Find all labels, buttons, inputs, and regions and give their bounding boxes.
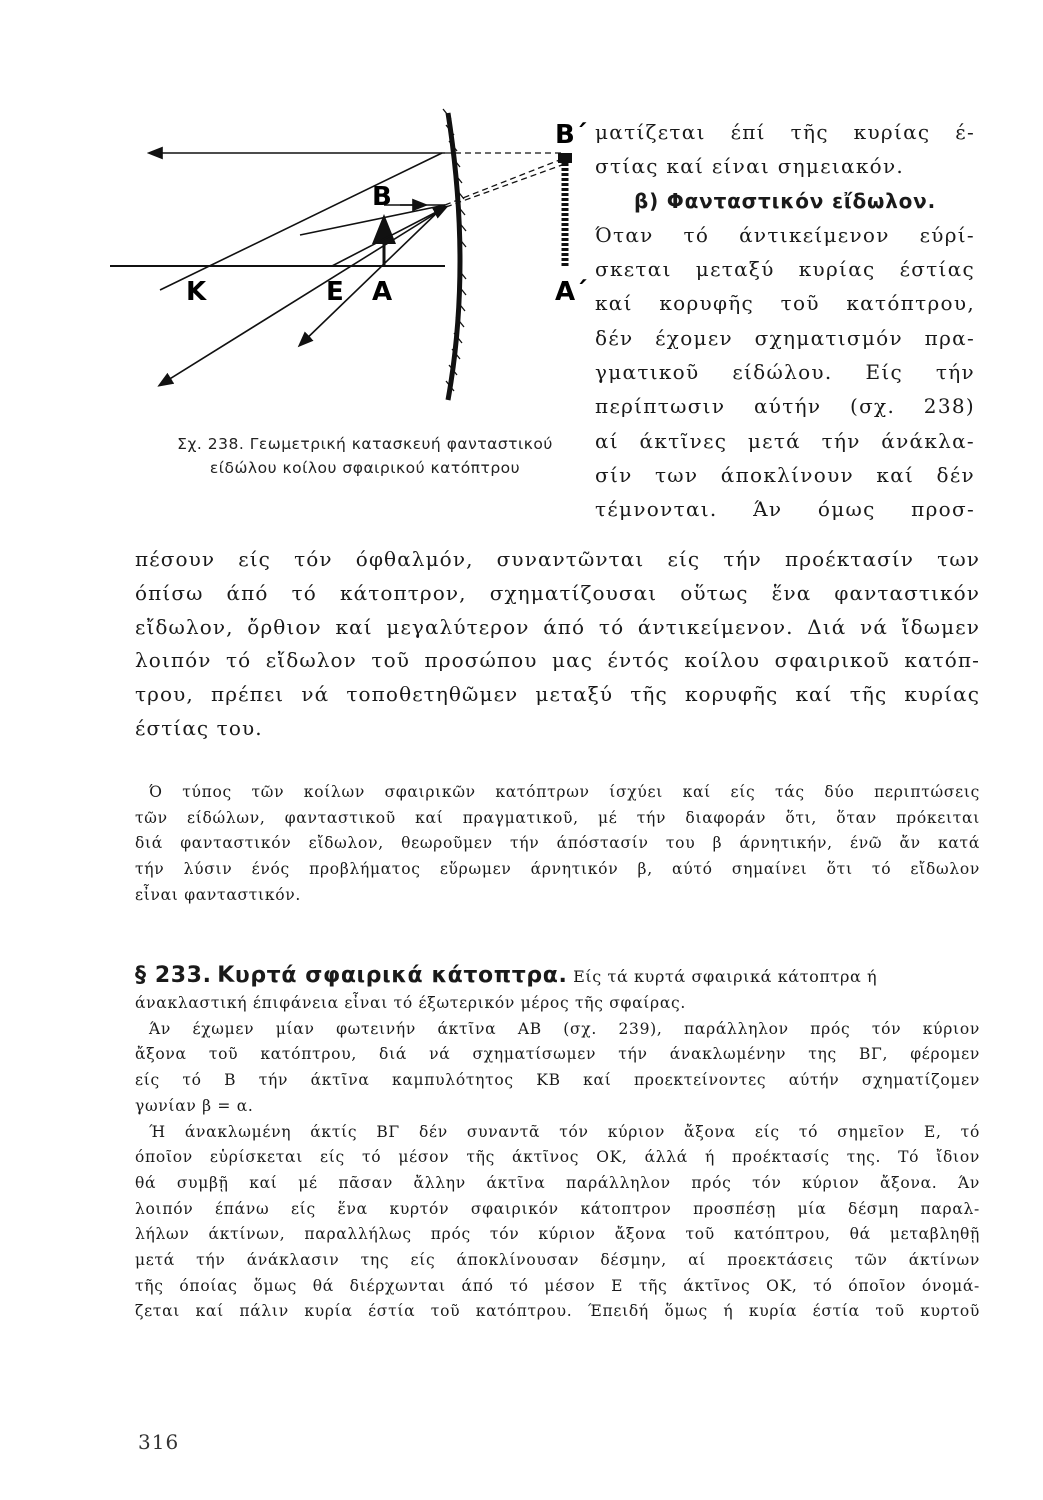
- section-heading: [135, 962, 980, 991]
- text-line: έστίας του.: [135, 715, 263, 740]
- text-line: καί κορυφῆς τοῦ κατόπτρου,: [595, 291, 975, 316]
- note-line: Ό τύπος τῶν κοίλων σφαιρικῶν κατόπτρων ίσχύει καί είς τάς δύο περιπτώσεις: [149, 783, 980, 801]
- note-line: τῶν είδώλων, φανταστικοῦ καί πραγματικοῦ, μέ τήν διαφοράν ὅτι, ὅταν πρόκειται: [135, 808, 980, 827]
- figure-238: [100, 95, 610, 455]
- right-column-text: [595, 115, 975, 527]
- label-e: E: [326, 277, 344, 307]
- text-line: ἄξονα τοῦ κατόπτρου, διά νά σχηματίσωμεν τήν άνακλωμένην της ΒΓ, φέρομεν: [135, 1045, 980, 1064]
- text-line: αί άκτῖνες μετά τήν άνάκλα-: [595, 428, 975, 453]
- text-line: σίν των άποκλίνουν καί δέν: [595, 462, 975, 487]
- label-k: K: [186, 277, 207, 307]
- figure-caption: [130, 432, 600, 480]
- image-arrow-head: [558, 153, 572, 163]
- text-line: λοιπόν έπάνω είς ἕνα κυρτόν σφαιρικόν κάτοπτρον προσπέσῃ μία δέσμη παραλ-: [135, 1199, 980, 1218]
- text-line: δέν έχομεν σχηματισμόν πρα-: [595, 325, 975, 350]
- subheading-virtual-image: β) Φανταστικόν εἴδωλον.: [633, 188, 937, 213]
- formula-note: [135, 780, 980, 909]
- section-number: § 233.: [135, 963, 212, 988]
- text-line: στίας καί είναι σημειακόν.: [595, 154, 905, 179]
- section-233: [135, 962, 980, 1325]
- text-line: όπίσω άπό τό κάτοπτρον, σχηματίζουσαι οὕτως ἕνα φανταστικόν: [135, 580, 980, 605]
- virtual-extensions: [445, 153, 562, 207]
- text-line: Όταν τό άντικείμενον εύρί-: [595, 222, 975, 247]
- label-a: A: [372, 277, 393, 307]
- text-line: άνακλαστική έπιφάνεια εἶναι τό έξωτερικόν μέρος τῆς σφαίρας.: [135, 994, 687, 1012]
- text-line: τέμνονται. Άν όμως προσ-: [595, 497, 975, 522]
- text-line: εἴδωλον, ὄρθιον καί μεγαλύτερον άπό τό άντικείμενον. Διά νά ἴδωμεν: [135, 614, 980, 639]
- text-line: είς τό Β τήν άκτῖνα καμπυλότητος ΚΒ καί προεκτείνοντες αύτήν σχηματίζομεν: [135, 1071, 980, 1090]
- caption-line: Σχ. 238. Γεωμετρική κατασκευή φανταστικού: [177, 435, 553, 453]
- text-line: λοιπόν τό εἴδωλον τοῦ προσώπου μας έντός κοίλου σφαιρικοῦ κατόπ-: [135, 648, 980, 673]
- text-line: λήλων άκτίνων, παραλλήλως πρός τόν κύριον ἄξονα τοῦ κατόπτρου, θά μεταβληθῇ: [135, 1225, 980, 1244]
- label-b-prime: B΄: [555, 120, 587, 150]
- page-number: 316: [138, 1430, 180, 1454]
- text-line: μετά τήν άνάκλασιν της είς άποκλίνουσαν δέσμην, αί προεκτάσεις τῶν άκτίνων: [135, 1251, 980, 1270]
- text-line: όποῖον εὑρίσκεται είς τό μέσον τῆς άκτῖνος ΟΚ, άλλά ή προέκτασίς της. Τό ἴδιον: [135, 1148, 980, 1167]
- note-line: εἶναι φανταστικόν.: [135, 885, 301, 904]
- text-line: Ή άνακλωμένη άκτίς ΒΓ δέν συναντᾶ τόν κύριον ἄξονα είς τό σημεῖον Ε, τό: [149, 1122, 980, 1141]
- text-line: περίπτωσιν αύτήν (σχ. 238): [595, 394, 975, 419]
- text-line: τῆς όποίας ὅμως θά διέρχωνται άπό τό μέσον Ε τῆς άκτῖνος ΟΚ, τό όποῖον όνομά-: [135, 1276, 980, 1295]
- text-line: θά συμβῇ καί μέ πᾶσαν ἄλλην άκτῖνα παράλληλον πρός τόν κύριον ἄξονα. Άν: [135, 1173, 980, 1192]
- text-line: γωνίαν β = α.: [135, 1096, 254, 1115]
- mirror-diagram: [100, 95, 610, 455]
- label-a-prime: A΄: [555, 277, 587, 307]
- text-line: Άν έχωμεν μίαν φωτεινήν άκτῖνα ΑΒ (σχ. 239), παράλληλον πρός τόν κύριον: [149, 1019, 980, 1038]
- text-line: σκεται μεταξύ κυρίας έστίας: [595, 257, 975, 282]
- caption-line: είδώλου κοίλου σφαιρικού κατόπτρου: [209, 459, 521, 477]
- label-b: B: [372, 182, 392, 212]
- ray-through-k: [160, 153, 442, 290]
- ray-reflected-mid: [300, 205, 445, 345]
- section-intro: Είς τά κυρτά σφαιρικά κάτοπτρα ή: [573, 967, 878, 986]
- text-line: πέσουν είς τόν όφθαλμόν, συναντῶνται είς τήν προέκτασίν των: [135, 547, 980, 571]
- text-line: γματικοῦ είδώλου. Είς τήν: [595, 360, 975, 385]
- note-line: διά φανταστικόν εἴδωλον, θεωροῦμεν τήν άπόστασίν του β άρνητικήν, ένῶ ἄν κατά: [135, 834, 980, 853]
- body-paragraph: [135, 543, 980, 746]
- text-line: τρου, πρέπει νά τοποθετηθῶμεν μεταξύ τῆς κορυφῆς καί τῆς κυρίας: [135, 682, 980, 707]
- text-line: ματίζεται έπί τῆς κυρίας έ-: [595, 120, 975, 144]
- note-line: τήν λύσιν ένός προβλήματος εὕρωμεν άρνητικόν β, αύτό σημαίνει ὅτι τό εἴδωλον: [135, 860, 980, 879]
- text-line: ζεται καί πάλιν κυρία έστία τοῦ κατόπτρου. Έπειδή ὅμως ή κυρία έστία τοῦ κυρτοῦ: [135, 1302, 980, 1321]
- section-title: Κυρτά σφαιρικά κάτοπτρα.: [217, 963, 568, 988]
